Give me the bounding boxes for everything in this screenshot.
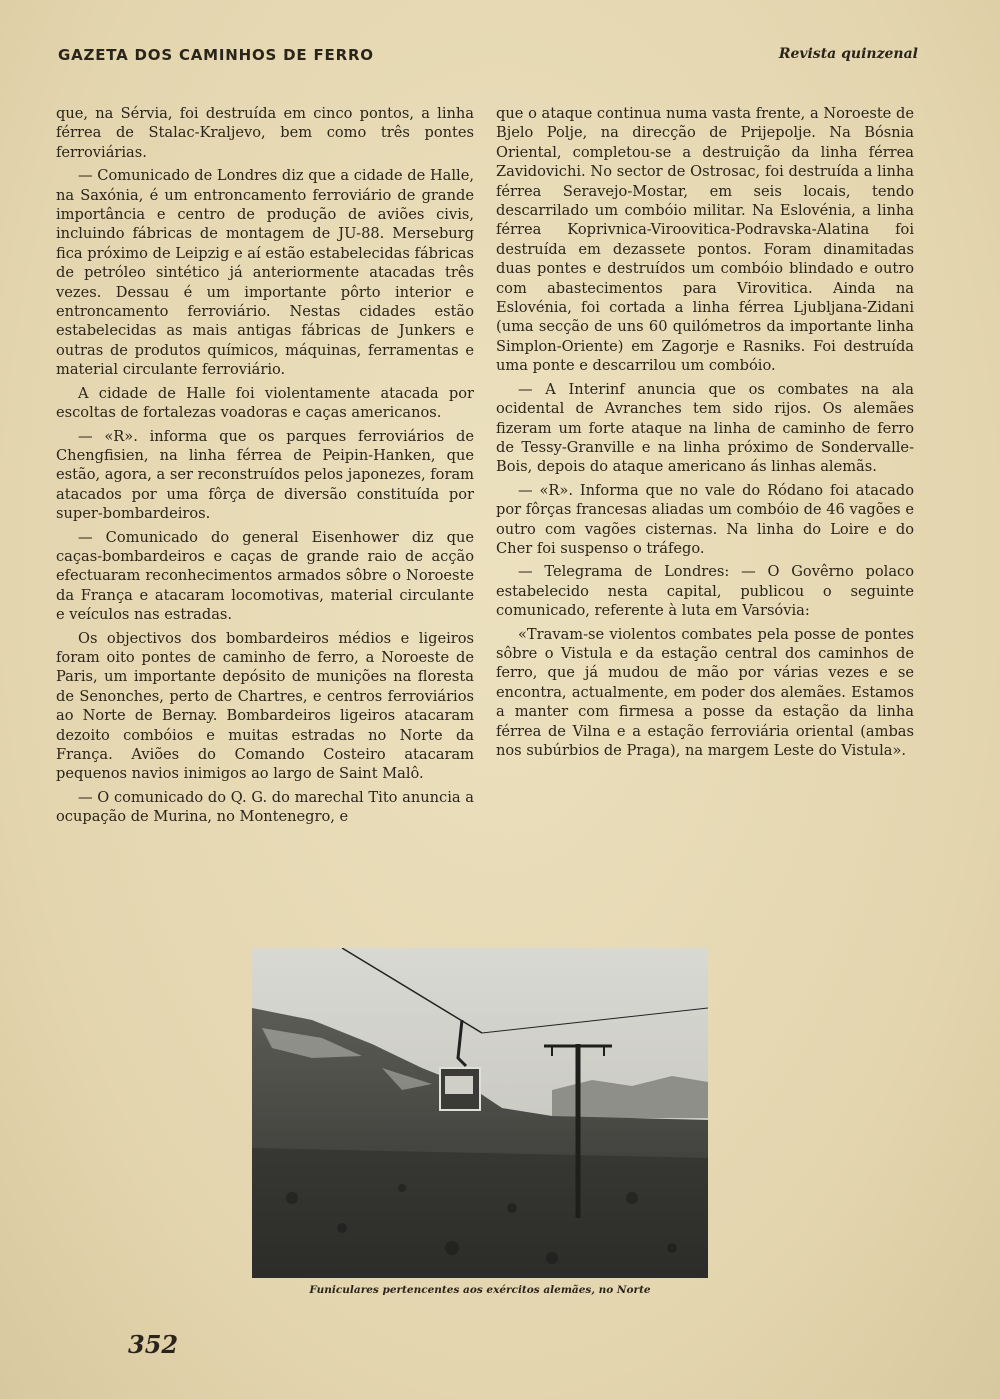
paragraph: — «R». informa que os parques ferroviários de Chengfisien, na linha férrea de Peipin-Hanken, que estão, agora, a ser reconstruídos pelos japonezes, foram atacados por uma fôrça de diversão constituída por super-bombardeiros. bbox=[56, 427, 474, 523]
right-column bbox=[496, 104, 914, 764]
journal-subtitle: Revista quinzenal bbox=[778, 46, 918, 62]
paragraph: — A Interinf anuncia que os combates na ala ocidental de Avranches tem sido rijos. Os alemães fizeram um forte ataque na linha de caminho de ferro de Tessy-Granville e na linha próximo de Sondervalle-Bois, depois do ataque americano ás linhas alemãs. bbox=[496, 380, 914, 476]
paragraph: — Comunicado de Londres diz que a cidade de Halle, na Saxónia, é um entroncamento ferroviário de grande importância e centro de produção de aviões civis, incluindo fábricas de montagem de JU-88. Merseburg fica próximo de Leipzig e aí estão estabelecidas fábricas de petróleo sintético já anteriormente atacadas três vezes. Dessau é um importante pôrto interior e entroncamento ferroviário. Nestas cidades estão estabelecidas as mais antigas fábricas de Junkers e outras de produtos químicos, máquinas, ferramentas e material circulante ferroviário. bbox=[56, 167, 474, 379]
photo-caption: Funiculares pertencentes aos exércitos alemães, no Norte bbox=[309, 1284, 651, 1296]
funicular-photo bbox=[252, 948, 708, 1278]
paragraph: — «R». Informa que no vale do Ródano foi atacado por fôrças francesas aliadas um combóio de 46 vagões e outro com vagões cisternas. Na linha do Loire e do Cher foi suspenso o tráfego. bbox=[496, 481, 914, 557]
journal-title: GAZETA DOS CAMINHOS DE FERRO bbox=[58, 46, 374, 64]
paragraph: Os objectivos dos bombardeiros médios e ligeiros foram oito pontes de caminho de ferro, a Noroeste de Paris, um importante depósito de munições na floresta de Senonches, perto de Chartres, e centros ferroviários ao Norte de Bernay. Bombardeiros ligeiros atacaram dezoito combóios e muitas estradas no Norte da França. Aviões do Comando Costeiro atacaram pequenos navios inimigos ao largo de Saint Malô. bbox=[56, 629, 474, 783]
paragraph: — O comunicado do Q. G. do marechal Tito anuncia a ocupação de Murina, no Montenegro, e bbox=[56, 788, 474, 826]
paragraph: A cidade de Halle foi violentamente atacada por escoltas de fortalezas voadoras e caças americanos. bbox=[56, 384, 474, 422]
funicular-photo-image bbox=[252, 948, 708, 1278]
paragraph: que o ataque continua numa vasta frente, a Noroeste de Bjelo Polje, na direcção de Prijepolje. Na Bósnia Oriental, completou-se a destruição da linha férrea Zavidovichi. No sector de Ostrosac, foi destruída a linha férrea Seravejo-Mostar, em seis locais, tendo descarrilado um combóio militar. Na Eslovénia, a linha férrea Koprivnica-Viroovitica-Podravska-Alatina foi destruída em dezassete pontos. Foram dinamitadas duas pontes e destruídos um combóio blindado e outro com abastecimentos para Virovitica. Ainda na Eslovénia, foi cortada a linha férrea Ljubljana-Zidani (uma secção de uns 60 quilómetros da importante linha Simplon-Oriente) em Zagorje e Rasniks. Foi destruída uma ponte e descarrilou um combóio. bbox=[496, 105, 914, 375]
paragraph: que, na Sérvia, foi destruída em cinco pontos, a linha férrea de Stalac-Kraljevo, bem como três pontes ferroviárias. bbox=[56, 105, 474, 161]
paragraph: — Telegrama de Londres: — O Govêrno polaco estabelecido nesta capital, publicou o seguinte comunicado, referente à luta em Varsóvia: bbox=[496, 563, 914, 620]
paragraph: — Comunicado do general Eisenhower diz que caças-bombardeiros e caças de grande raio de acção efectuaram reconhecimentos armados sôbre o Noroeste da França e atacaram locomotivas, material circulante e veículos nas estradas. bbox=[56, 528, 474, 624]
left-column bbox=[56, 104, 474, 831]
paragraph: «Travam-se violentos combates pela posse de pontes sôbre o Vistula e da estação central dos caminhos de ferro, que já mudou de mão por várias vezes e se encontra, actualmente, em poder dos alemães. Estamos a manter com firmesa a posse da estação da linha férrea de Vilna e a estação ferroviária oriental (ambas nos subúrbios de Praga), na margem Leste do Vistula». bbox=[496, 625, 914, 759]
page-number: 352 bbox=[128, 1330, 179, 1359]
page-header bbox=[58, 46, 918, 70]
